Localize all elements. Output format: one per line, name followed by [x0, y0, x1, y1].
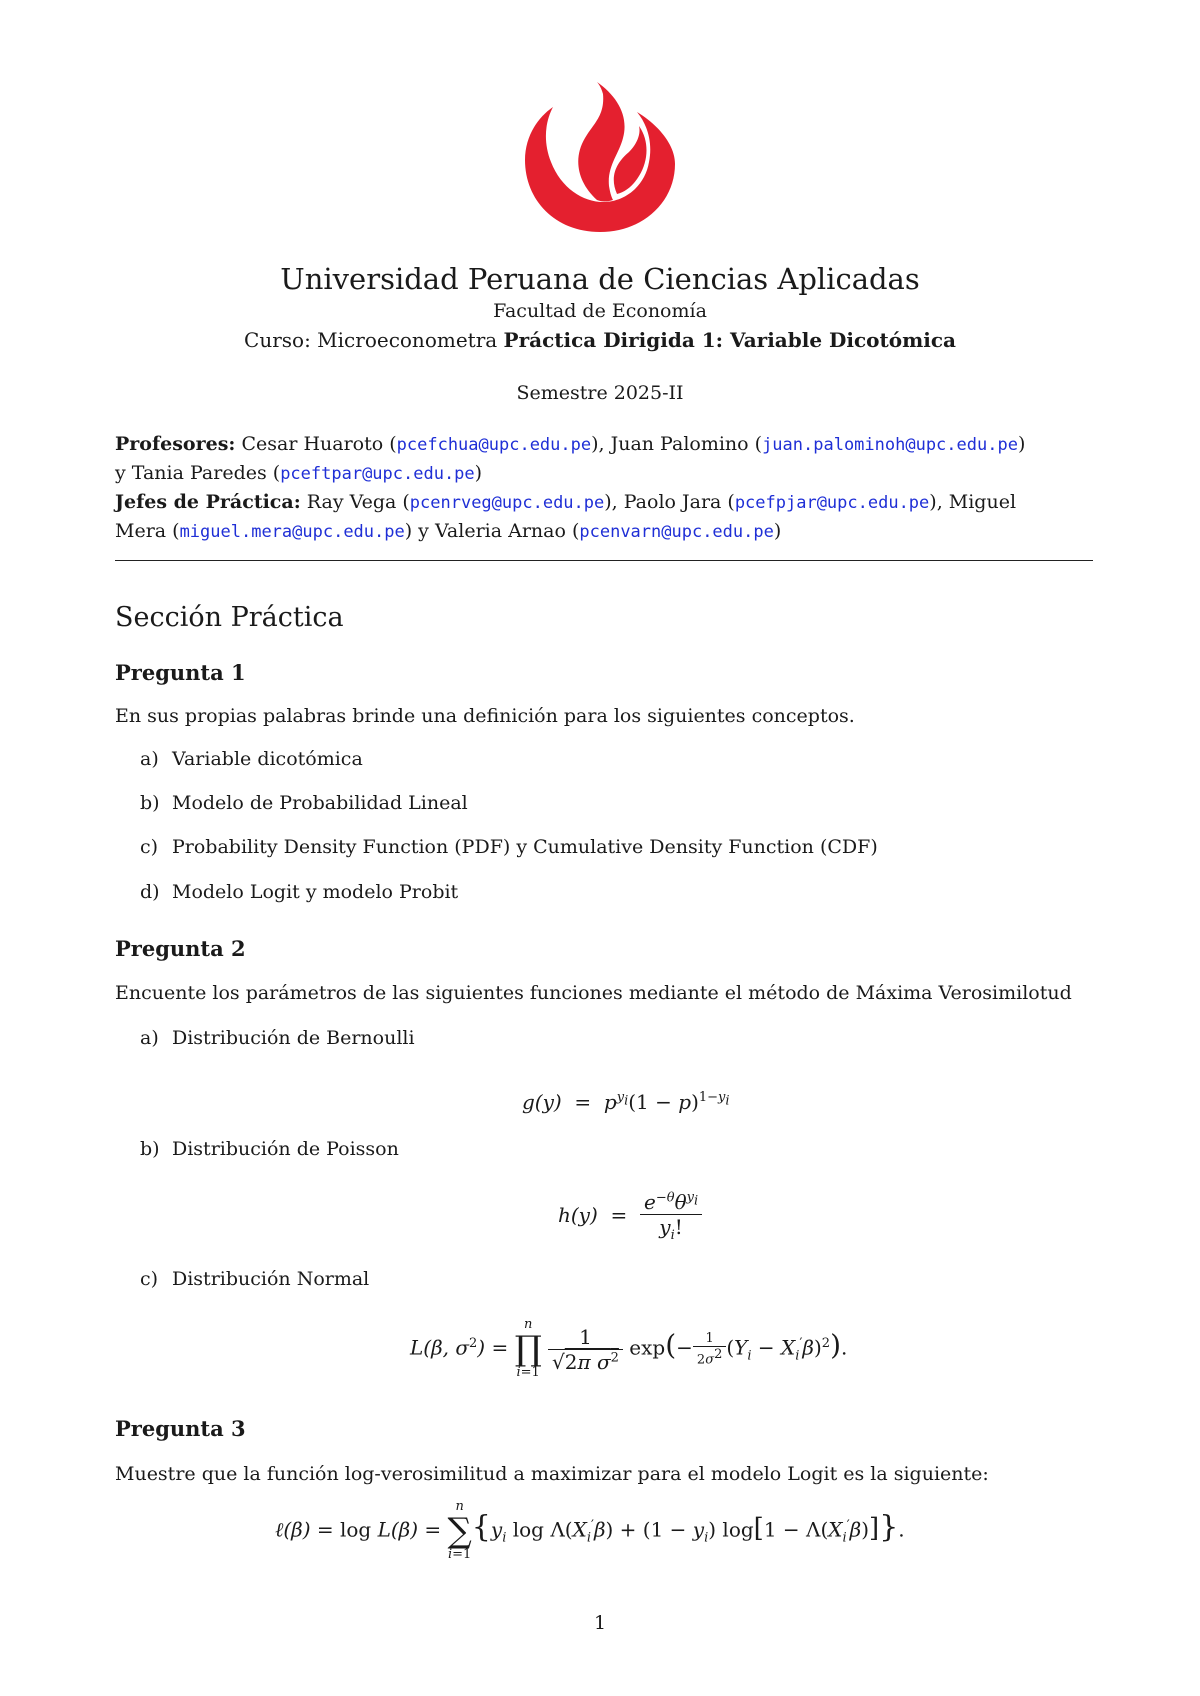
q3-title: Pregunta 3: [115, 1416, 246, 1441]
email-link[interactable]: pceftpar@upc.edu.pe: [280, 464, 475, 484]
email-link[interactable]: pcenvarn@upc.edu.pe: [579, 522, 774, 542]
jefes-label: Jefes de Práctica:: [115, 491, 301, 513]
list-item: [140, 836, 878, 858]
item-text: Distribución de Poisson: [172, 1138, 399, 1160]
email-link[interactable]: pcefpjar@upc.edu.pe: [734, 493, 930, 513]
course-name: Curso: Microeconometra: [244, 328, 498, 352]
item-label: a): [140, 748, 159, 770]
item-text: Modelo de Probabilidad Lineal: [172, 792, 468, 814]
q3-intro: Muestre que la función log-verosimilitud a maximizar para el modelo Logit es la siguiente:: [115, 1463, 989, 1485]
item-label: b): [140, 792, 160, 814]
staff-text: ), Paolo Jara (: [604, 491, 735, 513]
logit-loglikelihood-equation: ℓ(β) = log L(β) = n ∑ i=1 {$y_i$ $\log \Lambda(X_i'\beta) + (1 - y_i) \log[1 - \Lambda(X_i'\beta)]$}.: [275, 1499, 905, 1562]
staff-text: ), Miguel: [929, 491, 1017, 513]
staff-line-2: [115, 459, 1095, 488]
item-text: Probability Density Function (PDF) y Cumulative Density Function (CDF): [172, 836, 878, 858]
staff-text: Mera (: [115, 520, 180, 542]
staff-text: Cesar Huaroto (: [241, 433, 397, 455]
staff-text: y Tania Paredes (: [115, 462, 281, 484]
section-title: Sección Práctica: [115, 602, 344, 633]
staff-line-1: [115, 430, 1095, 459]
staff-text: Ray Vega (: [306, 491, 410, 513]
item-label: b): [140, 1138, 160, 1160]
q1-title: Pregunta 1: [115, 660, 246, 685]
item-label: a): [140, 1027, 159, 1049]
poisson-equation: h(y) = $\frac{e^{-\theta}\theta^{y_i}}{y_i!}$: [558, 1190, 702, 1243]
list-item: [140, 1268, 369, 1290]
course-line: [0, 328, 1200, 352]
staff-text: ): [474, 462, 483, 484]
q1-intro: En sus propias palabras brinde una definición para los siguientes conceptos.: [115, 705, 855, 727]
staff-block: [115, 430, 1095, 546]
university-logo: [525, 82, 675, 232]
email-link[interactable]: pcefchua@upc.edu.pe: [396, 435, 592, 455]
item-label: c): [140, 836, 159, 858]
item-text: Modelo Logit y modelo Probit: [172, 881, 459, 903]
item-text: Variable dicotómica: [172, 748, 363, 770]
faculty-name: Facultad de Economía: [493, 300, 707, 322]
staff-line-4: [115, 517, 1095, 546]
q2-title: Pregunta 2: [115, 936, 246, 961]
item-label: d): [140, 881, 160, 903]
email-link[interactable]: pcenrveg@upc.edu.pe: [409, 493, 605, 513]
semester: Semestre 2025-II: [516, 382, 684, 404]
email-link[interactable]: miguel.mera@upc.edu.pe: [179, 522, 405, 542]
page-number: 1: [593, 1612, 607, 1634]
horizontal-rule: [115, 560, 1093, 561]
university-title: Universidad Peruana de Ciencias Aplicadas: [280, 262, 920, 296]
staff-text: ), Juan Palomino (: [591, 433, 763, 455]
list-item: [140, 881, 458, 903]
list-item: [140, 1138, 399, 1160]
bernoulli-equation: $g(y) = p^{y_i}(1 - p)^{1-y_i}$: [522, 1090, 730, 1114]
item-label: c): [140, 1268, 159, 1290]
staff-line-3: [115, 488, 1095, 517]
list-item: [140, 1027, 415, 1049]
list-item: [140, 748, 363, 770]
item-text: Distribución de Bernoulli: [172, 1027, 415, 1049]
staff-text: ): [773, 520, 782, 542]
practice-title: Práctica Dirigida 1: Variable Dicotómica: [503, 328, 956, 352]
normal-likelihood-equation: L(β, $\sigma^2$) = n ∏ i=1 $\frac{1}{√2\pi \sigma^2}$ exp(− $\frac{1}{2\sigma^2}$ $(Y_i - X_i'\beta)^2$).: [410, 1317, 848, 1380]
q2-intro: Encuente los parámetros de las siguientes funciones mediante el método de Máxima Verosimilotud: [115, 982, 1072, 1004]
staff-text: ): [1017, 433, 1026, 455]
staff-text: ) y Valeria Arnao (: [404, 520, 580, 542]
profesores-label: Profesores:: [115, 433, 236, 455]
email-link[interactable]: juan.palominoh@upc.edu.pe: [762, 435, 1018, 455]
list-item: [140, 792, 468, 814]
item-text: Distribución Normal: [172, 1268, 370, 1290]
